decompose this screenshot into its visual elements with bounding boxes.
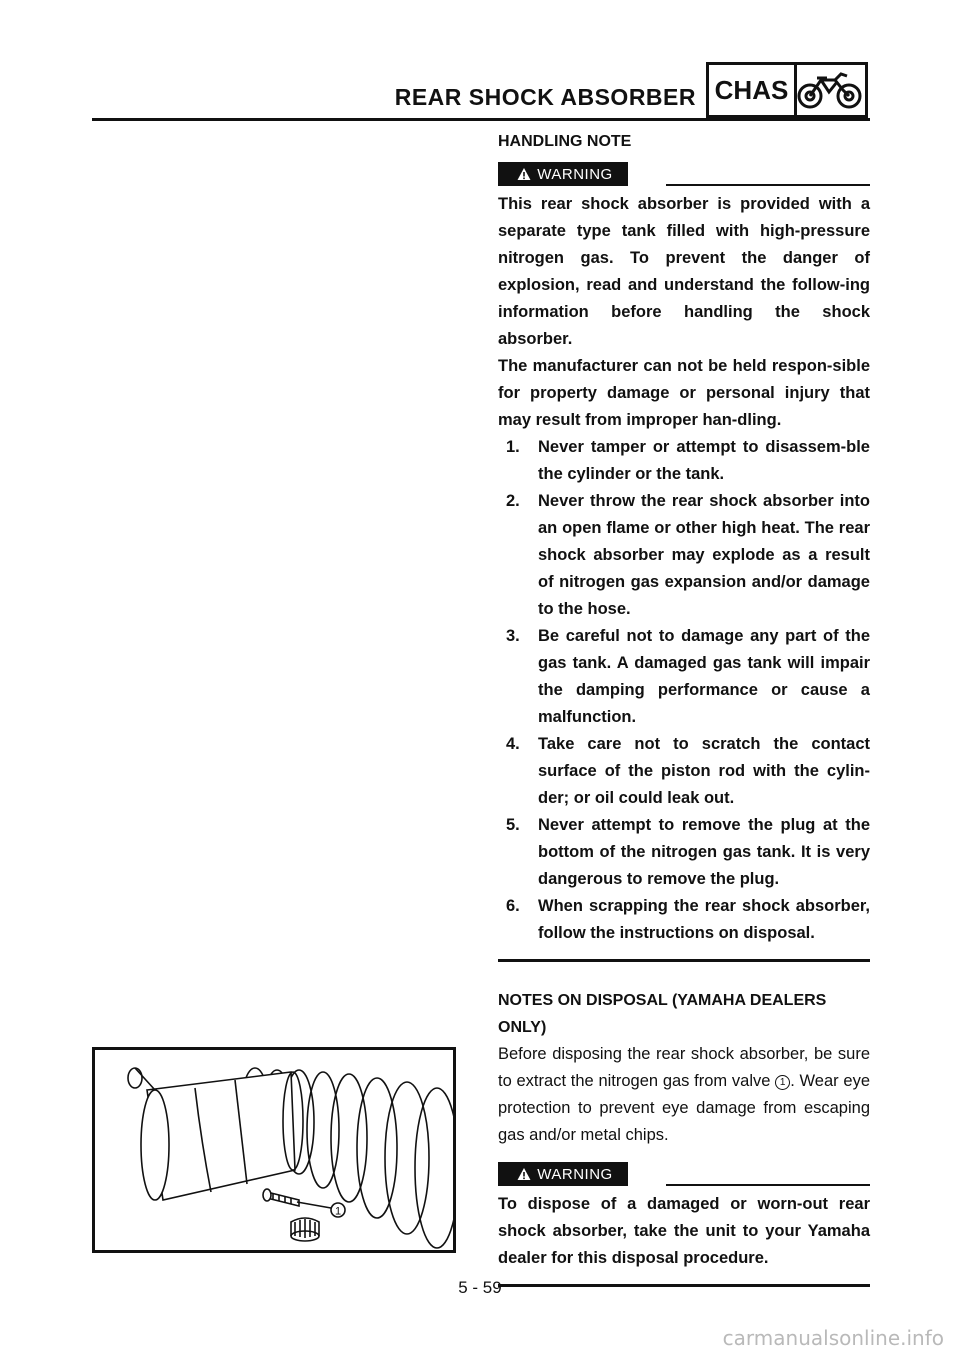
warning-list — [498, 434, 870, 947]
disposal-text-end: . Wear eye protection to prevent eye damage from escaping gas and/or metal chips. — [498, 1072, 870, 1144]
list-item — [498, 893, 870, 947]
page-title: REAR SHOCK ABSORBER — [394, 84, 696, 110]
disposal-heading: NOTES ON DISPOSAL (YAMAHA DEALERS ONLY) — [498, 992, 827, 1036]
section-badge — [706, 62, 868, 118]
warning-label: WARNING — [537, 1165, 613, 1183]
disposal-text-start: Before disposing the rear shock absorber, be sure to extract the nitrogen gas from valve — [498, 1045, 870, 1090]
warning-rule — [666, 1184, 870, 1186]
list-text: Never attempt to remove the plug at the bottom of the nitrogen gas tank. It is very dangerous to remove the plug. — [538, 816, 870, 888]
shock-absorber-figure — [92, 1047, 456, 1253]
list-item — [498, 488, 870, 623]
list-number: 1. — [506, 438, 520, 456]
handling-note-heading: HANDLING NOTE — [498, 133, 632, 150]
disposal-paragraph — [498, 1041, 870, 1149]
warning-rule — [666, 184, 870, 186]
disposal-warning-text: To dispose of a damaged or worn-out rear shock absorber, take the unit to your Yamaha dealer for this disposal procedure. — [498, 1195, 870, 1267]
motorcycle-icon — [797, 65, 865, 115]
list-number: 6. — [506, 897, 520, 915]
handling-note-section — [498, 128, 870, 962]
shock-absorber-illustration — [95, 1050, 453, 1250]
warning-header — [498, 1157, 870, 1191]
figure-callout: 1 — [334, 1205, 342, 1218]
warning-label: WARNING — [537, 165, 613, 183]
page-number: 5 - 59 — [458, 1278, 502, 1297]
list-number: 3. — [506, 627, 520, 645]
list-text: Take care not to scratch the contact surface of the piston rod with the cylin-der; or oil could leak out. — [538, 735, 870, 807]
warning-tag — [498, 162, 628, 186]
warning-paragraph: The manufacturer can not be held respon-sible for property damage or personal injury that may result from improper han-dling. — [498, 357, 870, 429]
watermark-link[interactable]: carmanualsonline.info — [722, 1326, 944, 1350]
valve-callout: 1 — [775, 1075, 790, 1090]
list-text: Never throw the rear shock absorber into an open flame or other high heat. The rear shock absorber may explode as a result of nitrogen gas expansion and/or damage to the hose. — [538, 492, 870, 618]
section-badge-label: CHAS — [709, 65, 797, 115]
warning-header — [498, 157, 870, 191]
header-rule — [92, 118, 870, 121]
list-text: Be careful not to damage any part of the gas tank. A damaged gas tank will impair the damping performance or cause a malfunction. — [538, 627, 870, 726]
warning-triangle-icon — [517, 1167, 531, 1181]
warning-end-rule — [498, 959, 870, 962]
list-item — [498, 434, 870, 488]
list-number: 2. — [506, 492, 520, 510]
list-text: Never tamper or attempt to disassem-ble the cylinder or the tank. — [538, 438, 870, 483]
list-item — [498, 812, 870, 893]
list-number: 5. — [506, 816, 520, 834]
warning-tag — [498, 1162, 628, 1186]
list-number: 4. — [506, 735, 520, 753]
list-item — [498, 731, 870, 812]
disposal-section — [498, 987, 870, 1287]
warning-triangle-icon — [517, 167, 531, 181]
list-text: When scrapping the rear shock absorber, follow the instructions on disposal. — [538, 897, 870, 942]
warning-paragraph: This rear shock absorber is provided with a separate type tank filled with high-pressure nitrogen gas. To prevent the danger of explosion, read and understand the follow-ing information before handling the shock absorber. — [498, 195, 870, 348]
list-item — [498, 623, 870, 731]
